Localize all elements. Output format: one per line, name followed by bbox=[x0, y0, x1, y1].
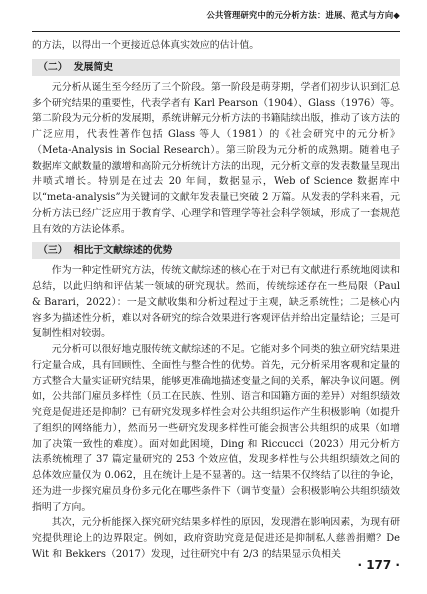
section-title: 发展简史 bbox=[73, 61, 114, 73]
header-rule bbox=[32, 31, 400, 32]
section-number: （二） bbox=[38, 61, 68, 73]
paragraph-heterogeneity: 其次，元分析能探入探究研究结果多样性的原因，发现潜在影响因素，为现有研究提供理论上的边界限定。例如，政府资助究竟是促进还是抑制私人慈善捐赠？De Wit 和 Bekkers（2017）发现，过往研究中有 2/3 的结果显示负相关 bbox=[32, 517, 400, 560]
section-heading-advantages bbox=[32, 242, 400, 259]
section-number: （三） bbox=[38, 245, 68, 257]
paragraph-review-limits: 作为一种定性研究方法，传统文献综述的核心在于对已有文献进行系统地阅读和总结，以此归纳和评估某一领域的研究现状。然而，传统综述存在一些局限（Paul & Barari，2022）：一是文献收集和分析过程过于主观，缺乏系统性；二是核心内容多为描述性分析，难以对各研究的综合效果进行客观评估并给出定量结论；三是可复制性相对较弱。 bbox=[32, 265, 400, 340]
section-title: 相比于文献综述的优势 bbox=[73, 245, 173, 257]
page-body bbox=[32, 38, 400, 563]
page-number: · 177 · bbox=[357, 558, 400, 572]
paragraph-continuation: 的方法，以得出一个更接近总体真实效应的估计值。 bbox=[32, 40, 260, 51]
section-heading-history bbox=[32, 59, 400, 76]
running-head: 公共管理研究中的元分析方法：进展、范式与方向◆ bbox=[206, 10, 400, 20]
paragraph-history: 元分析从诞生至今经历了三个阶段。第一阶段是萌芽期，学者们初步认识到汇总多个研究结果的重要性，代表学者有 Karl Pearson（1904）、Glass（1976）等。第二阶段为元分析的发展期，系统讲解元分析方法的书籍陆续出版，推动了该方法的广泛应用，代表性著作包括 Glass 等人（1981）的《社会研究中的元分析》（Meta-Analysis in Social Research）。第三阶段为元分析的成熟期。随着电子数据库文献数量的激增和高阶元分析统计方法的出现，元分析文章的发表数量呈现出井喷式增长。特别是在过去 20 年间，数据显示，Web of Science 数据库中以“meta-analysis”为关键词的文献年发表量已突破 2 万篇。从发表的学科来看，元分析方法已经广泛应用于教育学、心理学和管理学等社会科学领域，形成了一套规范且有效的方法论体系。 bbox=[32, 81, 400, 235]
paragraph-meta-advantages: 元分析可以很好地克服传统文献综述的不足。它能对多个同类的独立研究结果进行定量合成，具有回顾性、全面性与整合性的优势。首先，元分析采用客观和定量的方式整合大量实证研究结果，能够更准确地描述变量之间的关系，解决争议问题。例如，公共部门雇员多样性（员工在民族、性别、语言和国籍方面的差异）对组织绩效究竟是促进还是抑制？已有研究发现多样性会对公共组织运作产生积极影响（如提升了组织的网络能力），然而另一些研究发现多样性可能会损害公共组织的成果（如增加了决策一致性的难度）。面对如此困境，Ding 和 Riccucci（2023）用元分析方法系统梳理了 37 篇定量研究的 253 个效应值，发现多样性与公共组织绩效之间的总体效应量仅为 0.062，且在统计上是不显著的。这一结果不仅终结了以往的争论，还为进一步探究雇员身份多元化在哪些条件下（调节变量）会积极影响公共组织绩效指明了方向。 bbox=[32, 344, 400, 513]
